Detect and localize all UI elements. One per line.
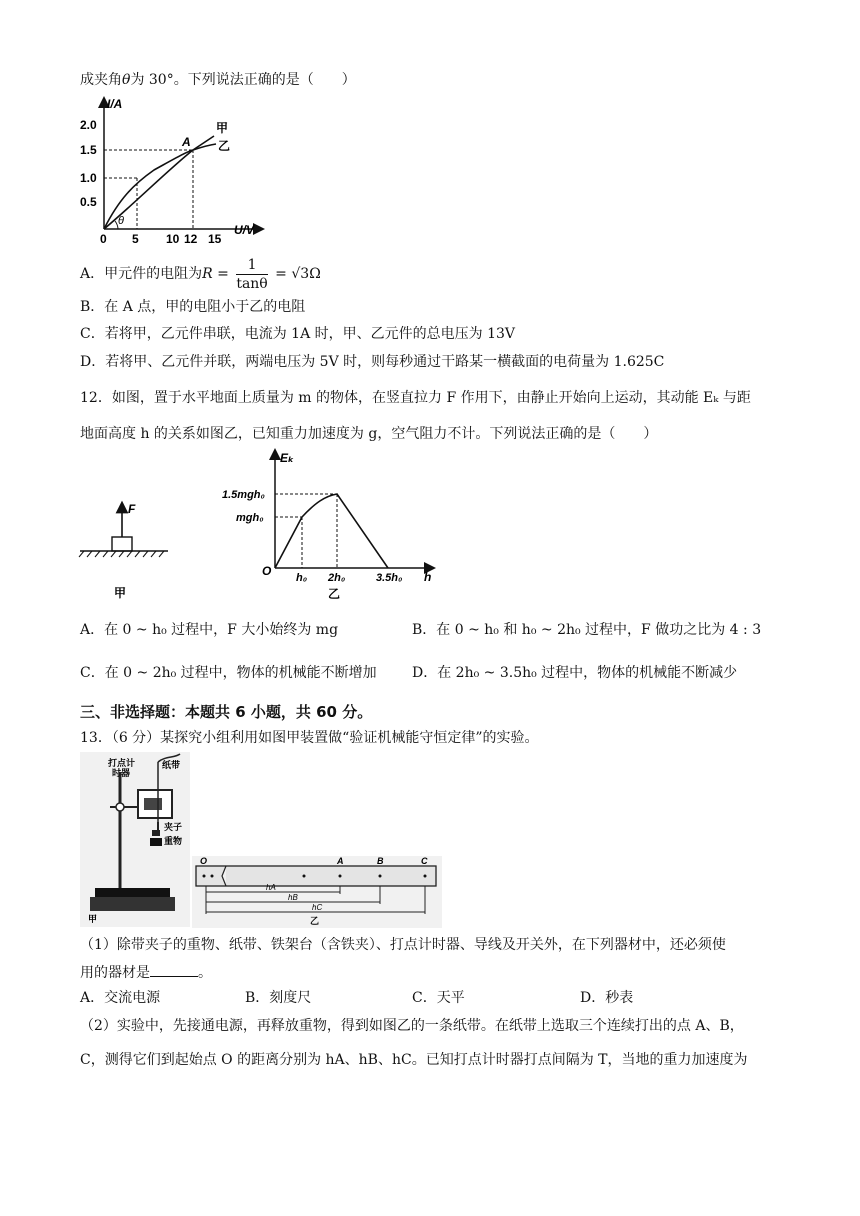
label-O: O	[200, 856, 208, 866]
q12-figure-jia	[78, 495, 178, 605]
q12-ek-graph	[220, 448, 450, 606]
answer-blank[interactable]	[150, 962, 198, 977]
x-tick: 15	[208, 232, 222, 246]
q13-part2-line2: C，测得它们到起始点 O 的距离分别为 hA、hB、hC。已知打点计时器打点间隔为 T，当地的重力加速度为	[80, 1052, 748, 1068]
label-C: C	[421, 856, 428, 866]
q13-part1-line2: 用的器材是 。	[80, 962, 212, 983]
label-weight: 重物	[164, 836, 183, 846]
q13-option-b: B．刻度尺	[245, 990, 312, 1006]
q13-option-d: D．秒表	[580, 990, 634, 1006]
theta-label: θ	[118, 215, 124, 227]
q11-iu-graph	[74, 94, 274, 254]
caption-yi: 乙	[328, 587, 341, 601]
paper-tape	[196, 866, 436, 886]
block	[112, 537, 132, 551]
origin-label: 0	[100, 232, 107, 246]
q13-stem: 13．（6 分）某探究小组利用如图甲装置做“验证机械能守恒定律”的实验。	[80, 730, 539, 746]
x-axis-label: U/V	[234, 223, 255, 237]
ek-curve	[275, 494, 388, 568]
x-tick: 2h₀	[328, 572, 346, 584]
label-B: B	[377, 856, 384, 866]
label-timer: 打点计	[108, 758, 136, 768]
label-hA: hA	[266, 883, 276, 892]
q13-option-a: A．交流电源	[80, 990, 161, 1006]
point-a-label: A	[182, 135, 191, 149]
x-tick: h₀	[296, 572, 308, 584]
q12-option-c: C．在 0 ~ 2h₀ 过程中，物体的机械能不断增加	[80, 665, 377, 681]
label-tape: 纸带	[162, 760, 181, 770]
x-tick: 10	[166, 232, 180, 246]
label-hB: hB	[288, 893, 298, 902]
y-tick: 1.5	[80, 143, 97, 157]
y-tick: 0.5	[80, 195, 97, 209]
q13-part2-line1: （2）实验中，先接通电源，再释放重物，得到如图乙的一条纸带。在纸带上选取三个连续打出的点 A、B，	[80, 1018, 744, 1034]
label-clip: 夹子	[164, 822, 183, 832]
caption-jia: 甲	[88, 914, 98, 924]
x-tick: 5	[132, 232, 139, 246]
q13-apparatus-figure	[80, 752, 190, 927]
origin-label: O	[262, 564, 272, 578]
x-tick: 3.5h₀	[376, 572, 403, 584]
curve-yi-label: 乙	[218, 139, 231, 153]
y-tick: 2.0	[80, 118, 97, 132]
caption-jia: 甲	[114, 586, 127, 600]
q13-option-c: C．天平	[412, 990, 465, 1006]
y-tick: 1.0	[80, 171, 97, 185]
y-axis-label: I/A	[107, 97, 123, 111]
q12-option-a: A．在 0 ~ h₀ 过程中，F 大小始终为 mg	[80, 622, 339, 638]
q11-option-a: A．甲元件的电阻为R = $\frac{1}{\tan\theta}$ = √3Ω	[80, 256, 321, 292]
q11-option-d: D．若将甲、乙元件并联，两端电压为 5V 时，则每秒通过干路某一横截面的电荷量为 1.625C	[80, 354, 665, 370]
q11-intro: 成夹角θ为 30°。下列说法正确的是（ ）	[80, 72, 356, 88]
q12-option-b: B．在 0 ~ h₀ 和 h₀ ~ 2h₀ 过程中，F 做功之比为 4 : 3	[412, 622, 762, 638]
q11-option-b: B．在 A 点，甲的电阻小于乙的电阻	[80, 299, 306, 315]
y-label-1: 1.5mgh₀	[222, 489, 265, 501]
y-axis-label: Eₖ	[280, 451, 294, 465]
curve-jia-label: 甲	[216, 121, 229, 135]
y-label-2: mgh₀	[236, 512, 264, 524]
label-A: A	[337, 856, 344, 866]
q12-stem-line1: 12．如图，置于水平地面上质量为 m 的物体，在竖直拉力 F 作用下，由静止开始向上运动，其动能 Eₖ 与距	[80, 390, 751, 406]
label-hC: hC	[312, 903, 323, 912]
q13-tape-figure	[192, 856, 442, 928]
label-timer2: 时器	[112, 768, 131, 778]
q11-option-c: C．若将甲，乙元件串联，电流为 1A 时，甲、乙元件的总电压为 13V	[80, 326, 516, 342]
section-heading: 三、非选择题：本题共 6 小题，共 60 分。	[80, 703, 373, 721]
x-tick: 12	[184, 232, 198, 246]
force-label: F	[128, 502, 136, 516]
q12-stem-line2: 地面高度 h 的关系如图乙，已知重力加速度为 g，空气阻力不计。下列说法正确的是（ ）	[80, 426, 658, 442]
caption-yi: 乙	[310, 916, 320, 926]
q12-option-d: D．在 2h₀ ~ 3.5h₀ 过程中，物体的机械能不断减少	[412, 665, 738, 681]
q13-part1-line1: （1）除带夹子的重物、纸带、铁架台（含铁夹）、打点计时器、导线及开关外，在下列器材中，还必须使	[80, 937, 726, 953]
x-axis-label: h	[424, 570, 432, 584]
